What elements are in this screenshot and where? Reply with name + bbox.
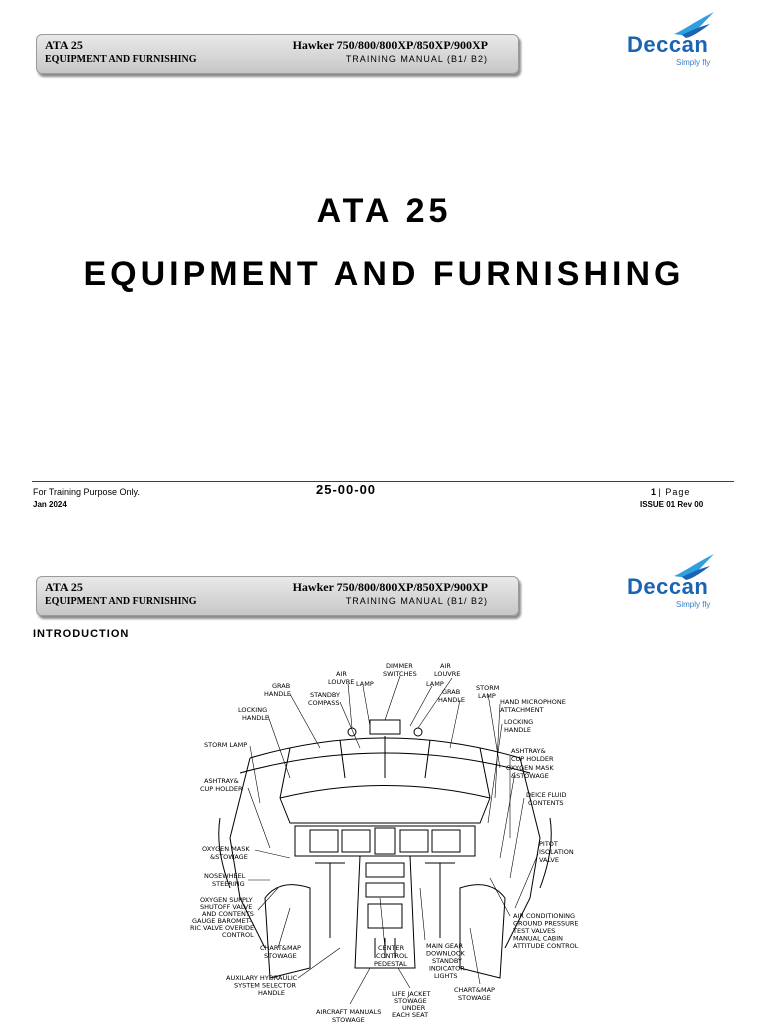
logo-name: Deccan xyxy=(627,32,709,57)
footer-page xyxy=(651,487,690,497)
label-grab-handle-right: GRAB HANDLE xyxy=(438,688,465,704)
label-storm-lamp-left: STORM LAMP xyxy=(204,741,248,749)
label-oxygen-mask-right: OXYGEN MASK &STOWAGE xyxy=(506,764,554,780)
label-air-louvre-right: AIR LOUVRE xyxy=(434,662,461,678)
page1-header-bar xyxy=(36,34,519,74)
label-aircraft-manuals: AIRCRAFT MANUALS STOWAGE xyxy=(316,1008,382,1024)
footer-date: Jan 2024 xyxy=(33,500,67,509)
cockpit-diagram xyxy=(170,648,600,1024)
label-dimmer-switches: DIMMER SWITCHES xyxy=(383,662,417,678)
logo-tagline: Simply fly xyxy=(676,58,711,67)
page-number: 1 xyxy=(651,487,657,497)
label-nosewheel-steering: NOSEWHEEL STEERING xyxy=(204,872,246,888)
logo-name: Deccan xyxy=(627,574,709,599)
label-oxygen-supply: OXYGEN SUPPLY SHUTOFF VALVE AND CONTENTS GAUGE BAROMET-RIC VALVE OVERIDE CONTROL xyxy=(190,896,255,939)
header-chapter: EQUIPMENT AND FURNISHING xyxy=(45,596,197,607)
label-aux-hydraulic: AUXILARY HYDRAULIC SYSTEM SELECTOR HANDLE xyxy=(226,974,298,997)
header-aircraft: Hawker 750/800/800XP/850XP/900XP xyxy=(292,38,488,52)
deccan-logo xyxy=(622,552,722,612)
label-chart-map-right: CHART&MAP STOWAGE xyxy=(454,986,495,1002)
label-oxygen-mask-left: OXYGEN MASK &STOWAGE xyxy=(202,845,250,861)
label-life-jacket: LIFE JACKET STOWAGE UNDER EACH SEAT xyxy=(392,990,431,1019)
footer-doc-number: 25-00-00 xyxy=(316,482,377,497)
label-lamp-left: LAMP xyxy=(356,680,374,688)
label-hand-microphone: HAND MICROPHONE ATTACHMENT xyxy=(500,698,566,714)
label-center-pedestal: CENTER CONTROL PEDESTAL xyxy=(374,944,408,968)
label-air-conditioning: AIR CONDITIONING GROUND PRESSURE TEST VALVES MANUAL CABIN ATTITUDE CONTROL xyxy=(513,912,579,950)
header-ata: ATA 25 xyxy=(45,38,83,52)
header-chapter: EQUIPMENT AND FURNISHING xyxy=(45,54,197,65)
label-ashtray-left: ASHTRAY& CUP HOLDER xyxy=(200,777,243,793)
page-title-ata: ATA 25 xyxy=(316,192,452,230)
label-locking-handle-left: LOCKING HANDLE xyxy=(238,706,269,722)
header-manual: TRAINING MANUAL (B1/ B2) xyxy=(345,54,488,64)
label-lamp-right: LAMP xyxy=(426,680,444,688)
footer-issue: ISSUE 01 Rev 00 xyxy=(640,500,704,509)
page-word: | Page xyxy=(658,487,691,497)
label-pitot-isolation: PITOT ISOLATION VALVE xyxy=(539,840,574,864)
section-heading: INTRODUCTION xyxy=(33,628,130,640)
deccan-logo xyxy=(622,10,722,70)
footer-rule xyxy=(32,481,734,482)
label-chart-map-left: CHART&MAP STOWAGE xyxy=(260,944,301,960)
footer-training-note: For Training Purpose Only. xyxy=(33,487,140,497)
label-air-louvre-left: AIR LOUVRE xyxy=(328,670,355,686)
label-standby-compass: STANDBY COMPASS xyxy=(308,691,340,707)
page-title-chapter: EQUIPMENT AND FURNISHING xyxy=(83,255,685,293)
label-grab-handle-left: GRAB HANDLE xyxy=(264,682,291,698)
label-locking-handle-right: LOCKING HANDLE xyxy=(504,718,534,734)
label-deice-fluid: DEICE FLUID CONTENTS xyxy=(526,791,567,807)
page2-header-bar xyxy=(36,576,519,616)
label-main-gear-lights: MAIN GEAR DOWNLOCK STANDBY INDICATOR LIGHTS xyxy=(426,942,465,980)
header-ata: ATA 25 xyxy=(45,580,83,594)
header-manual: TRAINING MANUAL (B1/ B2) xyxy=(345,596,488,606)
header-aircraft: Hawker 750/800/800XP/850XP/900XP xyxy=(292,580,488,594)
diagram-labels xyxy=(190,662,579,1024)
label-ashtray-right: ASHTRAY& CUP HOLDER xyxy=(511,747,554,763)
label-storm-lamp-right: STORM LAMP xyxy=(476,684,500,700)
logo-tagline: Simply fly xyxy=(676,600,711,609)
